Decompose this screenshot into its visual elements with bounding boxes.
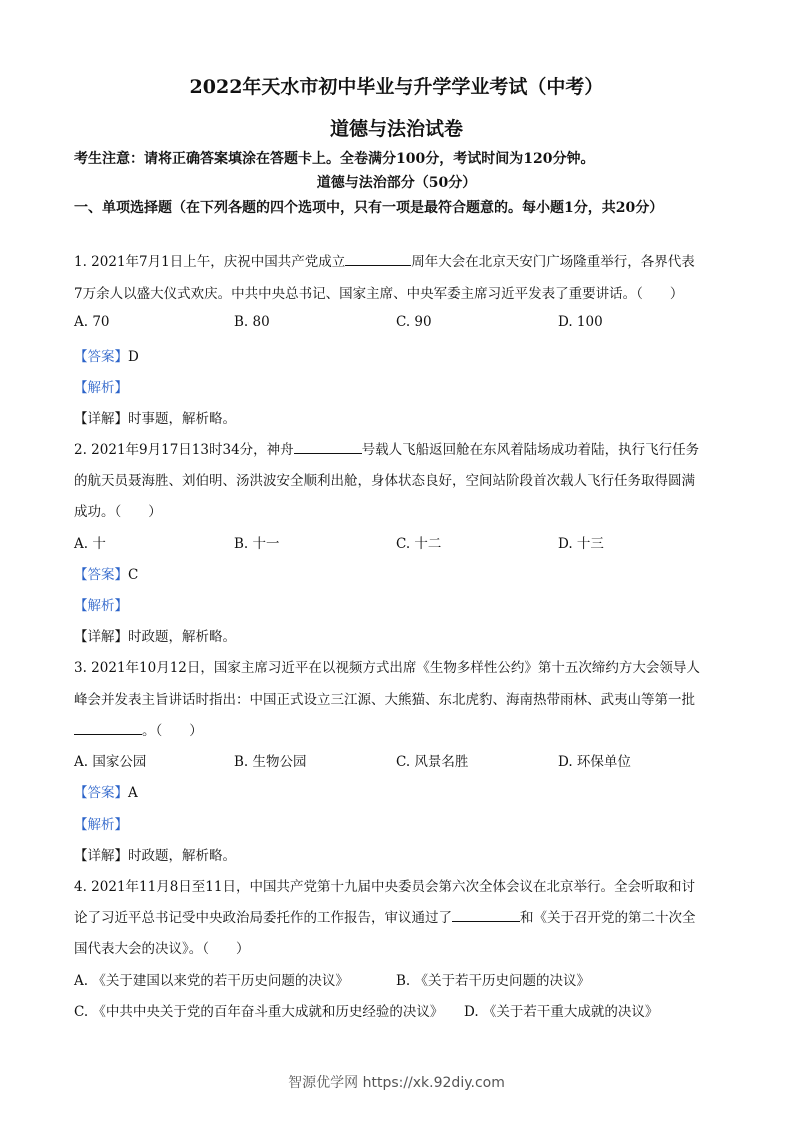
answer-blank: [345, 251, 411, 266]
question-2-line-2: 的航天员聂海胜、刘伯明、汤洪波安全顺利出舱，身体状态良好，空间站阶段首次载人飞行任务取得圆满: [74, 473, 695, 489]
analysis-label: 【解析】: [74, 817, 128, 833]
option-d: D. 环保单位: [558, 754, 631, 770]
option-a: A. 十: [74, 536, 106, 552]
option-c: C. 十二: [396, 536, 442, 552]
option-c: C. 90: [396, 314, 432, 330]
option-c: C. 风景名胜: [396, 754, 469, 770]
option-b: B. 十一: [234, 536, 280, 552]
question-1-line-1: 1. 2021年7月1日上午，庆祝中国共产党成立 周年大会在北京天安门广场隆重举行，各界代表: [74, 250, 695, 270]
part-heading: 道德与法治部分（50分）: [316, 175, 477, 191]
question-4-line-2: 论了习近平总书记受中央政治局委托作的工作报告，审议通过了 和《关于召开党的第二十次全: [74, 906, 696, 926]
option-b: B. 《关于若干历史问题的决议》: [396, 973, 591, 989]
answer-line: 【答案】A: [74, 785, 138, 801]
answer-blank: [452, 907, 520, 922]
question-4-line-3: 国代表大会的决议》。（ ）: [74, 941, 250, 957]
detail-line: 【详解】时政题，解析略。: [74, 848, 236, 864]
option-d: D. 《关于若干重大成就的决议》: [464, 1004, 659, 1020]
answer-blank: [294, 439, 362, 454]
exam-notice: 考生注意：请将正确答案填涂在答题卡上。全卷满分100分，考试时间为120分钟。: [74, 151, 595, 167]
question-4-line-1: 4. 2021年11月8日至11日，中国共产党第十九届中央委员会第六次全体会议在北京举行。全会听取和讨: [74, 879, 695, 895]
section-heading: 一、单项选择题（在下列各题的四个选项中，只有一项是最符合题意的。每小题1分，共20分）: [74, 200, 664, 216]
analysis-label: 【解析】: [74, 598, 128, 614]
question-2-line-1: 2. 2021年9月17日13时34分，神舟 号载人飞船返回舱在东风着陆场成功着陆，执行飞行任务: [74, 438, 699, 458]
detail-line: 【详解】时政题，解析略。: [74, 629, 236, 645]
question-1-line-2: 7万余人以盛大仪式欢庆。中共中央总书记、国家主席、中央军委主席习近平发表了重要讲话。（ ）: [74, 286, 684, 302]
analysis-label: 【解析】: [74, 380, 128, 396]
answer-blank: [74, 720, 142, 735]
option-b: B. 80: [234, 314, 270, 330]
question-3-line-2: 峰会并发表主旨讲话时指出：中国正式设立三江源、大熊猫、东北虎豹、海南热带雨林、武夷山等第一批: [74, 692, 695, 708]
option-a: A. 国家公园: [74, 754, 147, 770]
option-a: A. 《关于建国以来党的若干历史问题的决议》: [74, 973, 349, 989]
answer-line: 【答案】D: [74, 349, 139, 365]
option-c: C. 《中共中央关于党的百年奋斗重大成就和历史经验的决议》: [74, 1004, 444, 1020]
question-3-line-3: 。（ ）: [74, 719, 203, 739]
exam-subtitle: 道德与法治试卷: [329, 118, 463, 140]
exam-title: 2022年天水市初中毕业与升学学业考试（中考）: [189, 76, 604, 98]
site-watermark-footer: 智源优学网 https://xk.92diy.com: [288, 1075, 505, 1091]
option-d: D. 100: [558, 314, 603, 330]
option-a: A. 70: [74, 314, 110, 330]
question-2-line-3: 成功。（ ）: [74, 504, 162, 520]
question-3-line-1: 3. 2021年10月12日，国家主席习近平在以视频方式出席《生物多样性公约》第十五次缔约方大会领导人: [74, 660, 700, 676]
option-d: D. 十三: [558, 536, 604, 552]
option-b: B. 生物公园: [234, 754, 307, 770]
answer-line: 【答案】C: [74, 567, 139, 583]
detail-line: 【详解】时事题，解析略。: [74, 411, 236, 427]
